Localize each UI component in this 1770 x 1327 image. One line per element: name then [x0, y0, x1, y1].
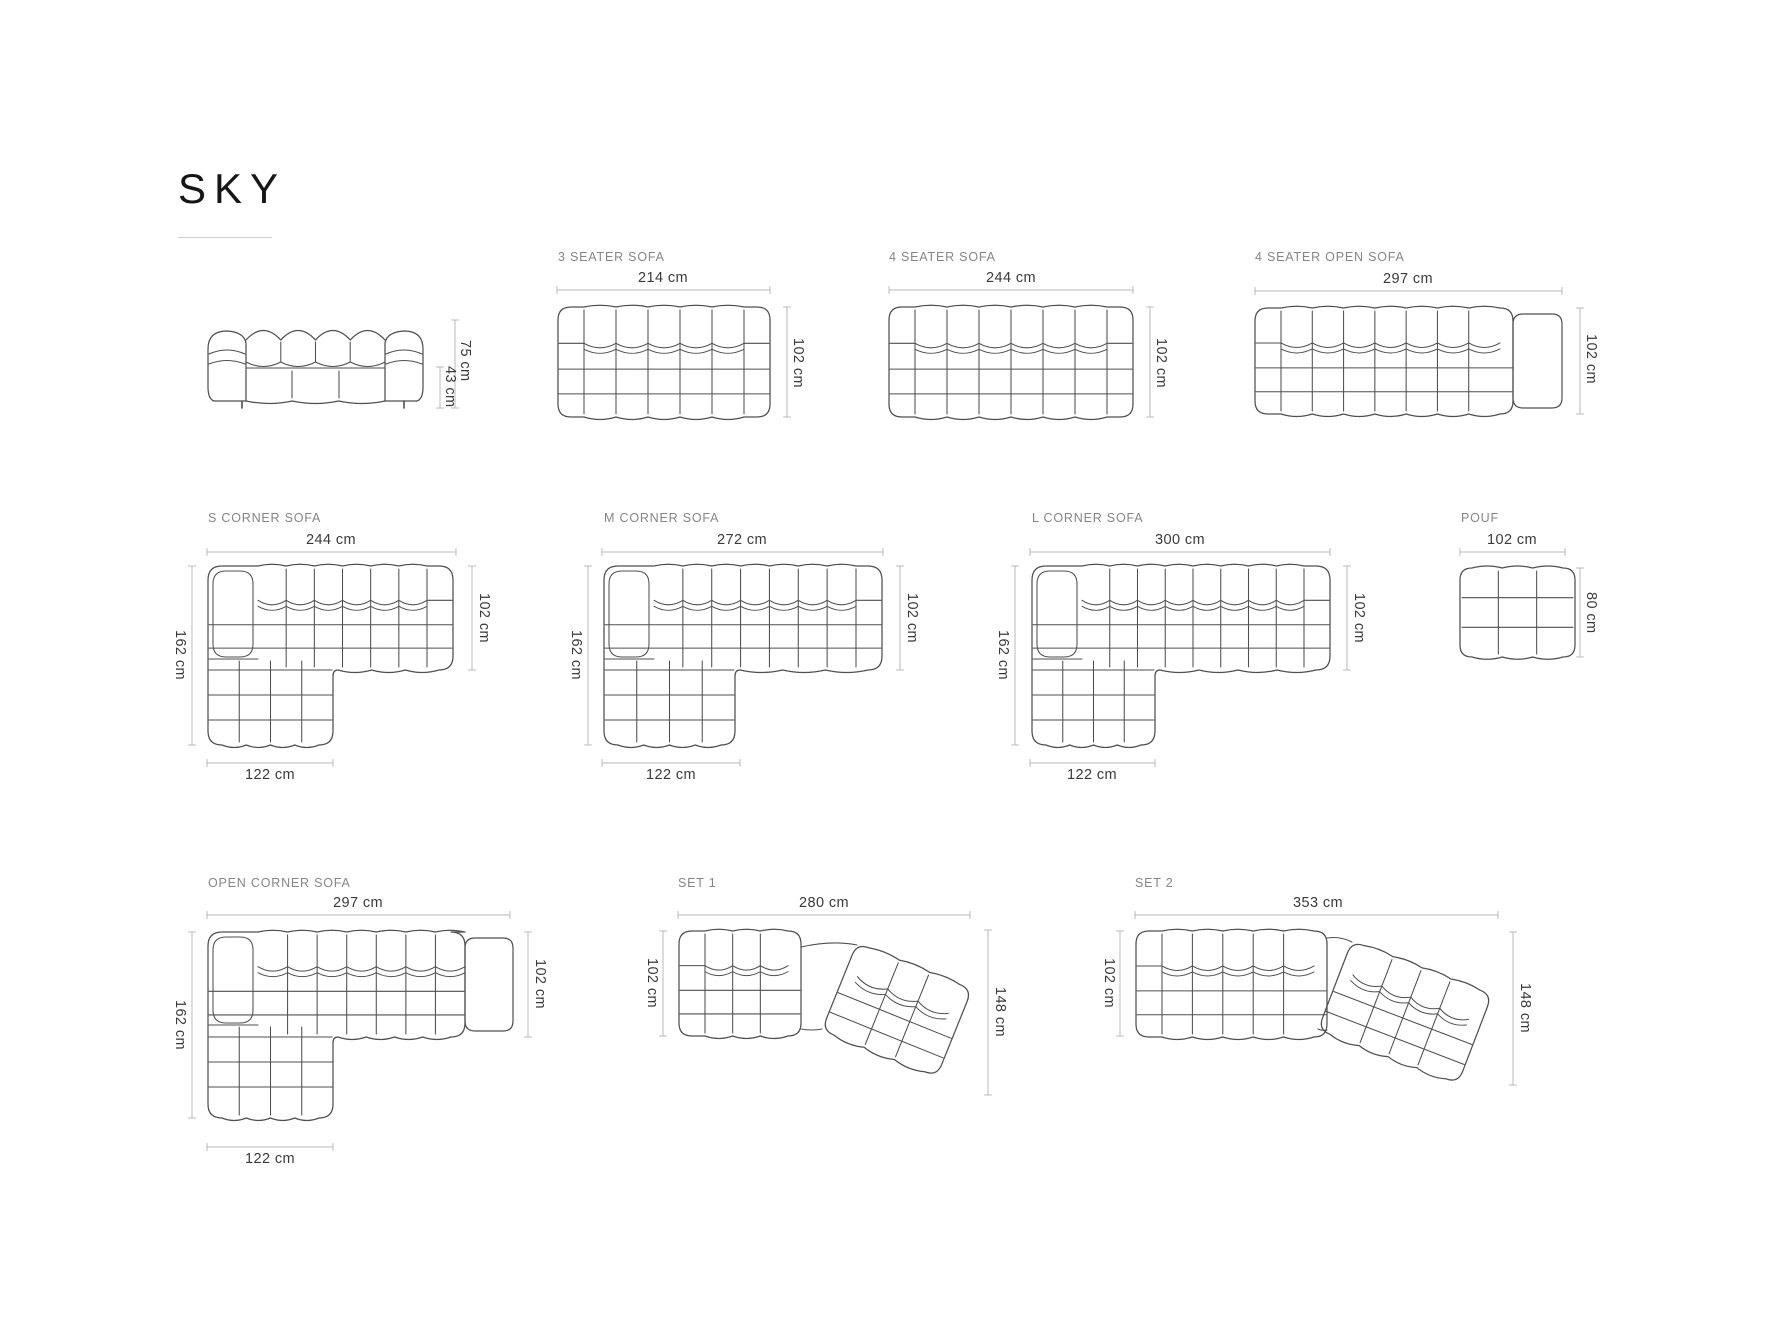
product-label: SET 1 — [678, 876, 717, 890]
dim-depth: 102 cm — [644, 958, 660, 1008]
dim-depth: 80 cm — [1583, 592, 1599, 634]
dim-chaise-width: 122 cm — [1067, 767, 1117, 783]
dim-depth: 102 cm — [1101, 958, 1117, 1008]
dim-depth: 102 cm — [1583, 334, 1599, 384]
dim-width: 214 cm — [638, 270, 688, 286]
dim-depth: 102 cm — [532, 959, 548, 1009]
dim-width: 297 cm — [333, 895, 383, 911]
dim-depth: 102 cm — [904, 593, 920, 643]
dim-diagonal-depth: 148 cm — [992, 987, 1008, 1037]
dim-depth: 102 cm — [790, 338, 806, 388]
product-label: 4 SEATER OPEN SOFA — [1255, 250, 1405, 264]
dim-width: 300 cm — [1155, 532, 1205, 548]
title-underline — [178, 237, 272, 238]
dim-width: 297 cm — [1383, 271, 1433, 287]
dim-side-length: 162 cm — [995, 630, 1011, 680]
product-label: S CORNER SOFA — [208, 511, 322, 525]
dim-width: 280 cm — [799, 895, 849, 911]
product-label: SET 2 — [1135, 876, 1174, 890]
product-label: 4 SEATER SOFA — [889, 250, 996, 264]
dim-chaise-width: 122 cm — [245, 767, 295, 783]
dim-depth: 102 cm — [1153, 338, 1169, 388]
dim-width: 353 cm — [1293, 895, 1343, 911]
page-title: SKY — [178, 165, 287, 212]
dim-depth: 102 cm — [476, 593, 492, 643]
dim-width: 244 cm — [986, 270, 1036, 286]
product-label: 3 SEATER SOFA — [558, 250, 665, 264]
dim-side-length: 162 cm — [172, 1000, 188, 1050]
dim-diagonal-depth: 148 cm — [1517, 983, 1533, 1033]
product-label: M CORNER SOFA — [604, 511, 720, 525]
product-label: L CORNER SOFA — [1032, 511, 1144, 525]
dim-side-length: 162 cm — [172, 630, 188, 680]
dim-chaise-width: 122 cm — [646, 767, 696, 783]
dim-width: 244 cm — [306, 532, 356, 548]
product-label: OPEN CORNER SOFA — [208, 876, 351, 890]
dim-seat-height: 43 cm — [442, 366, 458, 408]
dim-width: 272 cm — [717, 532, 767, 548]
product-label: POUF — [1461, 511, 1499, 525]
dim-side-length: 162 cm — [568, 630, 584, 680]
dim-height: 75 cm — [457, 340, 473, 382]
dim-depth: 102 cm — [1351, 593, 1367, 643]
dim-width: 102 cm — [1487, 532, 1537, 548]
dim-chaise-width: 122 cm — [245, 1151, 295, 1167]
